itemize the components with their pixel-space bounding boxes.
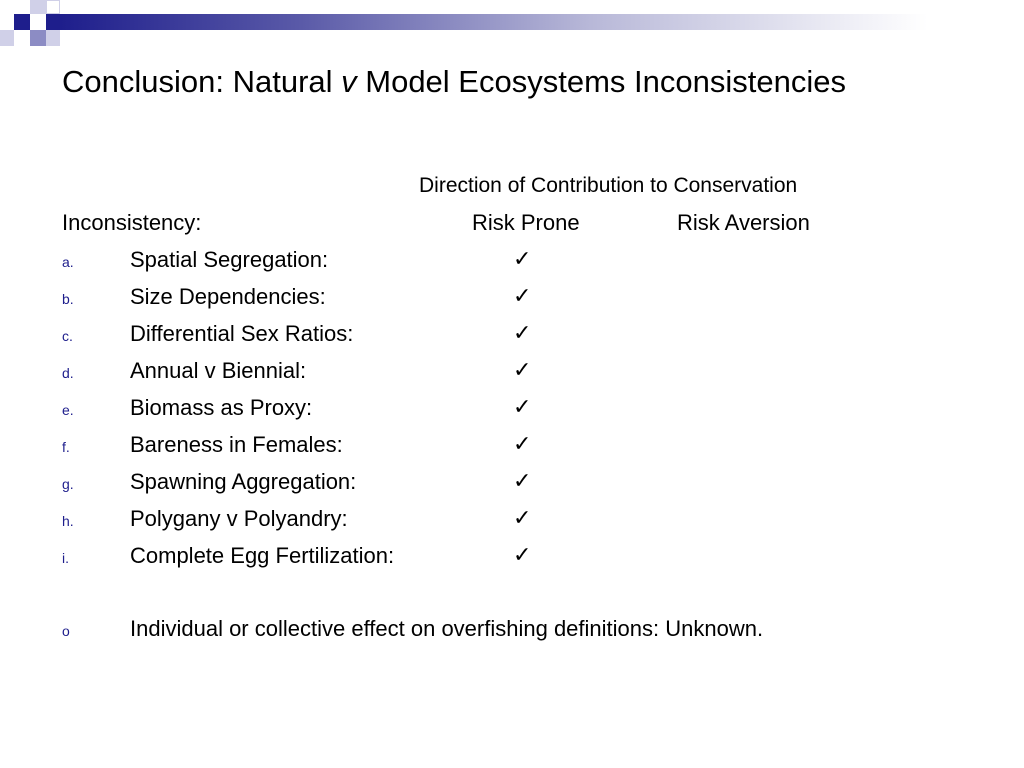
check-mark-icon: ✓ <box>513 469 532 494</box>
list-item-marker: i. <box>62 550 69 566</box>
list-item-marker: h. <box>62 513 74 529</box>
check-mark-icon: ✓ <box>513 506 532 531</box>
list-item-marker: e. <box>62 402 74 418</box>
footer-bullet: o <box>62 623 70 639</box>
list-item-marker: d. <box>62 365 74 381</box>
check-mark-icon: ✓ <box>513 284 532 309</box>
list-item-marker: a. <box>62 254 74 270</box>
list-item-label: Spawning Aggregation: <box>130 469 357 494</box>
check-mark-icon: ✓ <box>513 395 532 420</box>
footer-text: Individual or collective effect on overfishing definitions: Unknown. <box>130 616 764 641</box>
list-item-marker: b. <box>62 291 74 307</box>
list-item-label: Size Dependencies: <box>130 284 326 309</box>
list-item-marker: g. <box>62 476 74 492</box>
list-item-label: Spatial Segregation: <box>130 247 329 272</box>
direction-header: Direction of Contribution to Conservation <box>419 174 798 197</box>
list-item-label: Biomass as Proxy: <box>130 395 313 420</box>
title-prefix: Conclusion: Natural <box>62 64 342 99</box>
check-mark-icon: ✓ <box>513 321 532 346</box>
list-item-label: Complete Egg Fertilization: <box>130 543 395 568</box>
column-header-risk-aversion: Risk Aversion <box>677 210 810 235</box>
list-item-marker: c. <box>62 328 73 344</box>
inconsistency-label: Inconsistency: <box>62 210 202 235</box>
check-mark-icon: ✓ <box>513 358 532 383</box>
list-item-label: Bareness in Females: <box>130 432 343 457</box>
check-mark-icon: ✓ <box>513 432 532 457</box>
list-item-marker: f. <box>62 439 70 455</box>
check-mark-icon: ✓ <box>513 247 532 272</box>
check-mark-icon: ✓ <box>513 543 532 568</box>
list-item-label: Polygany v Polyandry: <box>130 506 348 531</box>
title-suffix: Model Ecosystems Inconsistencies <box>356 64 846 99</box>
list-item-label: Annual v Biennial: <box>130 358 307 383</box>
title-italic: v <box>341 64 357 99</box>
list-item-label: Differential Sex Ratios: <box>130 321 354 346</box>
column-header-risk-prone: Risk Prone <box>472 210 580 235</box>
